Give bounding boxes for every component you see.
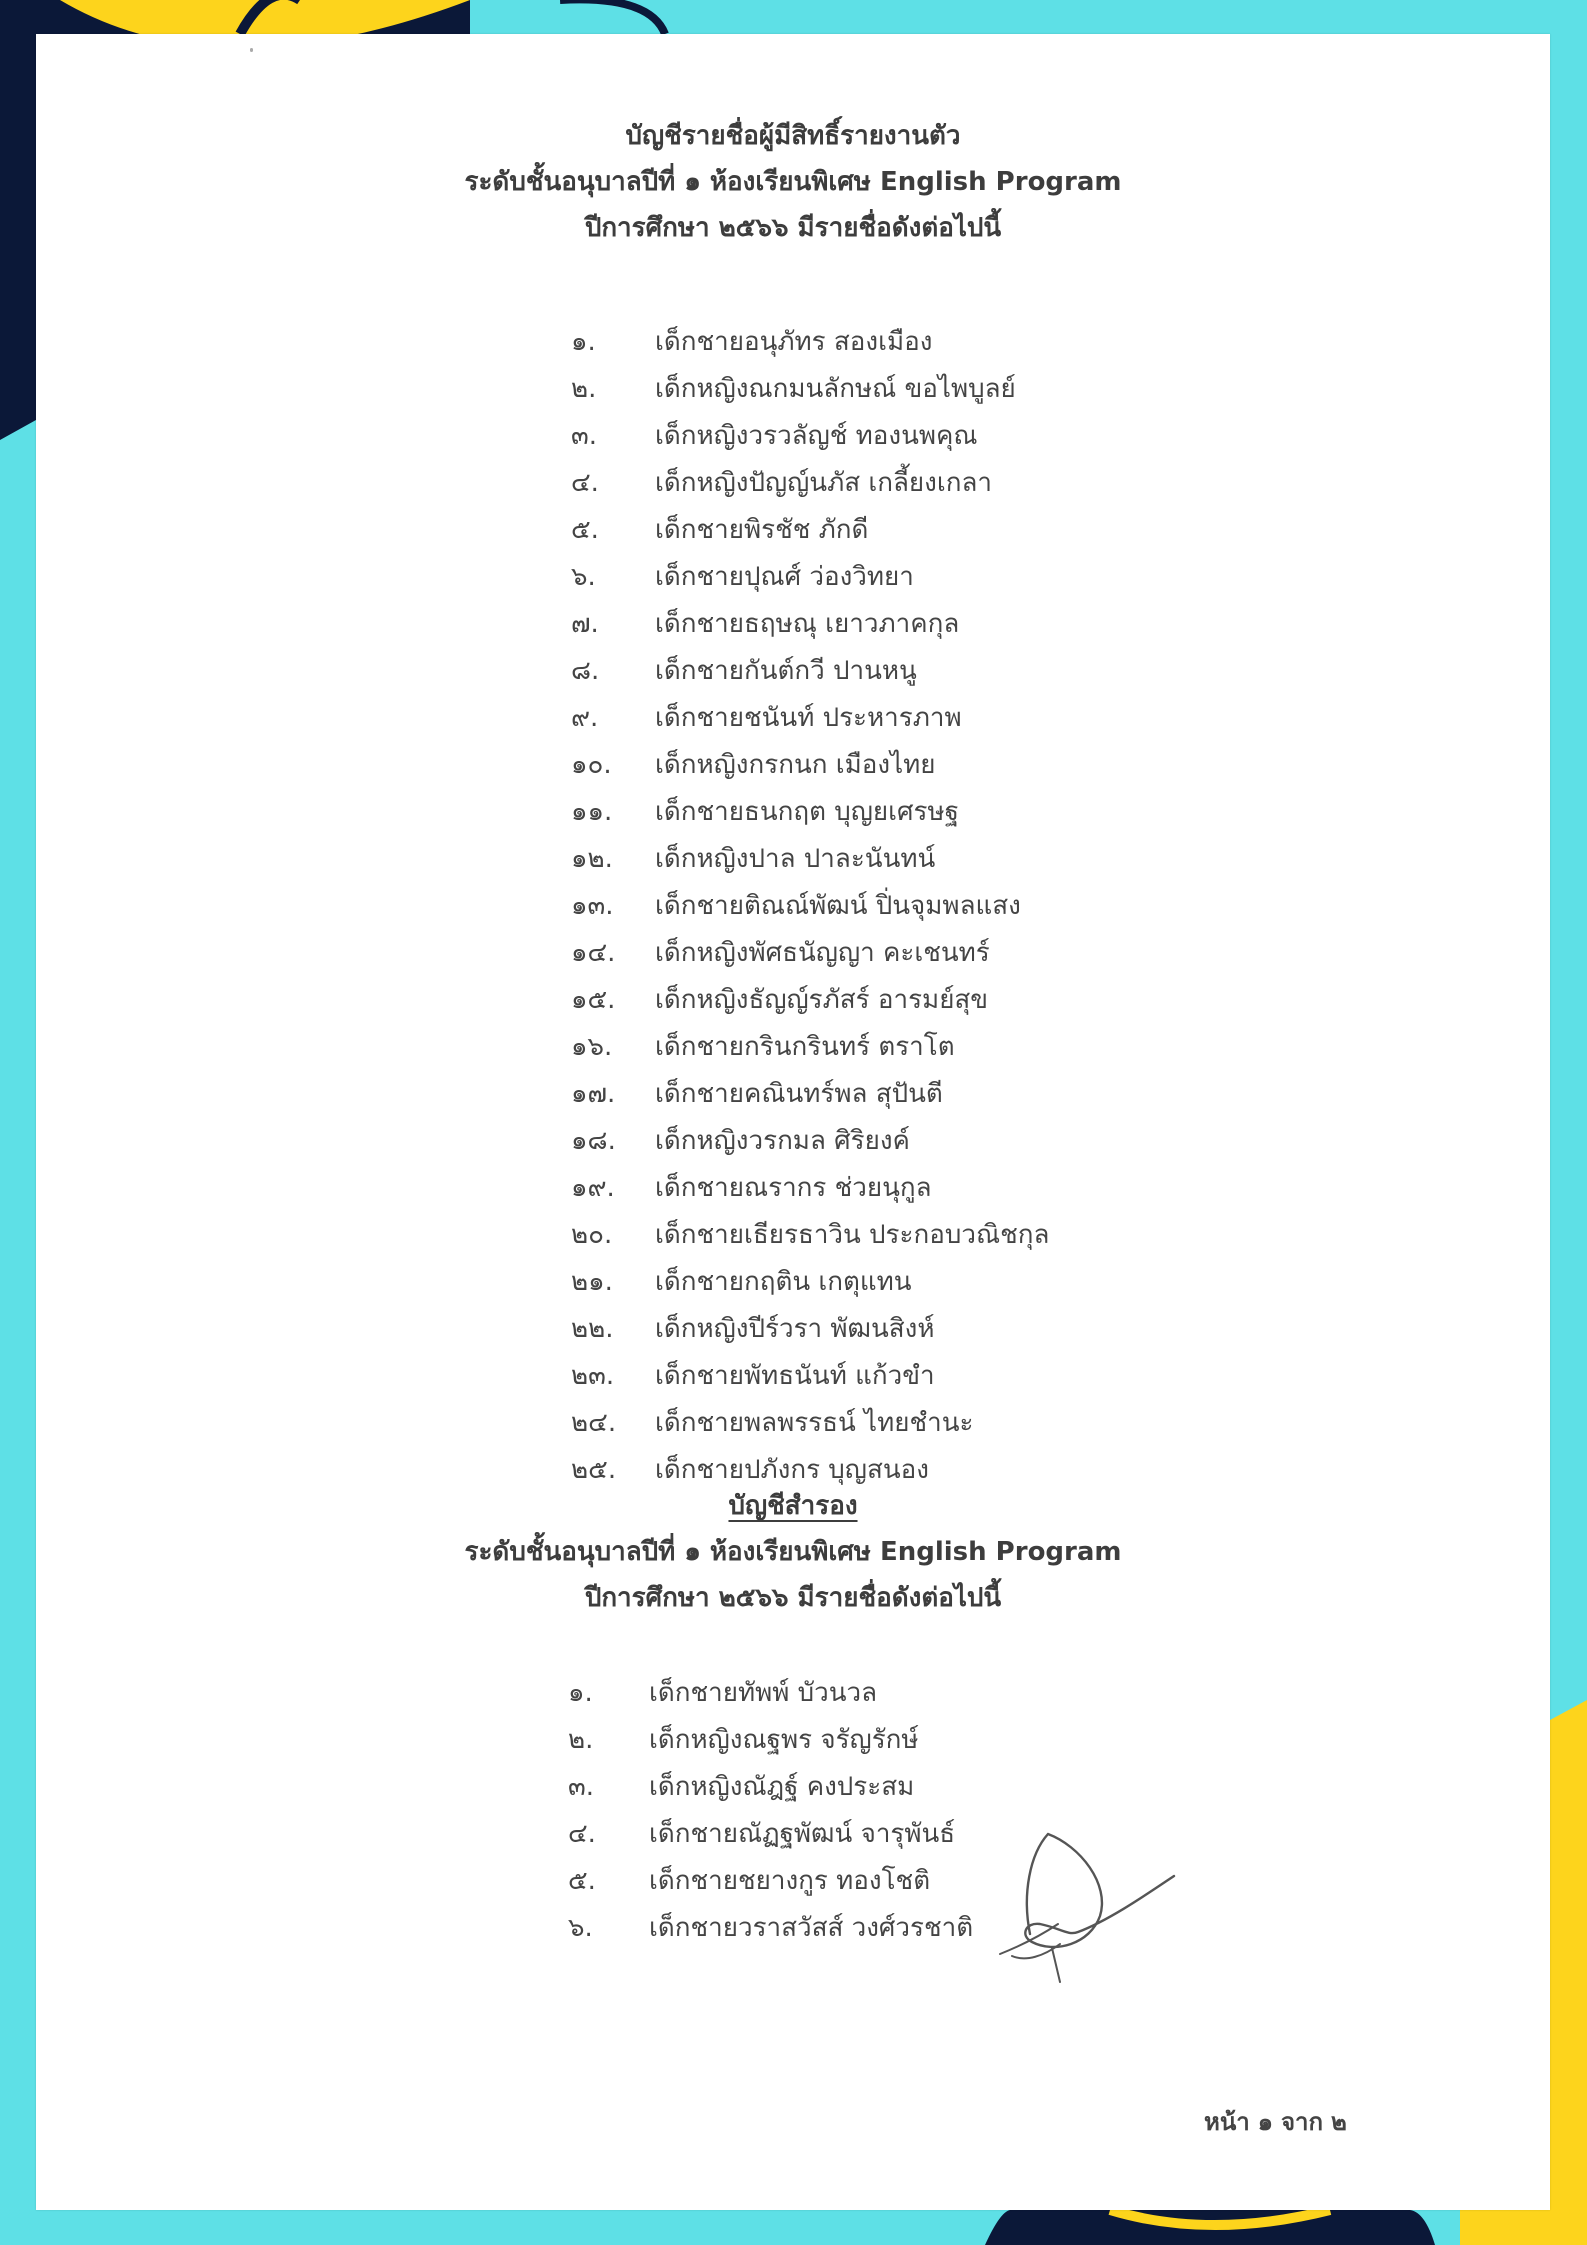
- list-name: เด็กชายพัทธนันท์ แก้วขำ: [655, 1361, 935, 1391]
- list-name: เด็กหญิงณกมนลักษณ์ ขอไพบูลย์: [655, 374, 1016, 404]
- list-number: ๒๔.: [571, 1408, 617, 1438]
- list-number: ๒๐.: [571, 1220, 613, 1250]
- reserve-heading-line-year: ปีการศึกษา ๒๕๖๖ มีรายชื่อดังต่อไปนี้: [584, 1583, 1002, 1613]
- list-name: เด็กชายณรากร ช่วยนุกูล: [655, 1173, 932, 1203]
- list-number: ๑๑.: [571, 797, 613, 827]
- list-number: ๓.: [568, 1772, 595, 1802]
- list-name: เด็กหญิงวรวลัญช์ ทองนพคุณ: [655, 421, 978, 451]
- document-page: [36, 34, 1550, 2210]
- list-number: ๑๗.: [571, 1079, 616, 1109]
- list-number: ๑๙.: [571, 1173, 615, 1203]
- page-total: ๒: [1331, 2108, 1347, 2136]
- heading-line-year: ปีการศึกษา ๒๕๖๖ มีรายชื่อดังต่อไปนี้: [584, 213, 1002, 243]
- page-of-label: จาก: [1280, 2108, 1324, 2136]
- list-name: เด็กชายวราสวัสส์ วงศ์วรชาติ: [649, 1913, 974, 1943]
- list-number: ๕.: [568, 1866, 596, 1896]
- list-number: ๒๑.: [571, 1267, 613, 1297]
- page-number: [1204, 2102, 1347, 2142]
- page-label: หน้า: [1204, 2108, 1250, 2136]
- list-number: ๙.: [571, 703, 599, 733]
- list-name: เด็กชายกันต์กวี ปานหนู: [655, 656, 917, 686]
- list-name: เด็กชายพลพรรธน์ ไทยชำนะ: [655, 1408, 974, 1438]
- list-number: ๓.: [571, 421, 598, 451]
- list-name: เด็กหญิงปัญญ์นภัส เกลี้ยงเกลา: [655, 468, 993, 498]
- list-number: ๔.: [571, 468, 599, 498]
- list-number: ๖.: [568, 1913, 593, 1943]
- list-name: เด็กชายคณินทร์พล สุปันตี: [655, 1079, 943, 1109]
- list-number: ๑๔.: [571, 938, 616, 968]
- page-current: ๑: [1257, 2108, 1273, 2136]
- heading-line-title: บัญชีรายชื่อผู้มีสิทธิ์รายงานตัว: [625, 121, 961, 151]
- list-name: เด็กหญิงพัศธนัญญา คะเชนทร์: [655, 938, 990, 968]
- navy-arc-line-2: [560, 0, 665, 34]
- list-name: เด็กชายธฤษณุ เยาวภาคกุล: [655, 609, 960, 639]
- list-number: ๖.: [571, 562, 596, 592]
- list-number: ๒.: [571, 374, 597, 404]
- list-name: เด็กชายอนุภัทร สองเมือง: [655, 327, 933, 357]
- list-name: เด็กหญิงณฐพร จรัญรักษ์: [649, 1725, 919, 1755]
- list-name: เด็กชายณัฏฐพัฒน์ จารุพันธ์: [649, 1819, 956, 1849]
- list-number: ๒.: [568, 1725, 594, 1755]
- document-heading: [36, 113, 1550, 251]
- list-name: เด็กชายปุณศ์ ว่องวิทยา: [655, 562, 914, 592]
- list-number: ๔.: [568, 1819, 596, 1849]
- signature-mark: [960, 1824, 1190, 1994]
- list-number: ๑๘.: [571, 1126, 616, 1156]
- list-name: เด็กชายธนกฤต บุญยเศรษฐ: [655, 797, 960, 827]
- list-number: ๑๒.: [571, 844, 613, 874]
- list-name: เด็กหญิงณัฎฐ์ คงประสม: [649, 1772, 915, 1802]
- reserve-title: บัญชีสำรอง: [728, 1491, 858, 1521]
- list-number: ๑๐.: [571, 750, 612, 780]
- list-name: เด็กชายพิรชัช ภักดี: [655, 515, 869, 545]
- list-name: เด็กชายชนันท์ ประหารภาพ: [655, 703, 962, 733]
- list-number: ๑๖.: [571, 1032, 613, 1062]
- list-number: ๑.: [571, 327, 596, 357]
- list-number: ๑.: [568, 1678, 593, 1708]
- list-number: ๕.: [571, 515, 599, 545]
- list-name: เด็กหญิงปีร์วรา พัฒนสิงห์: [655, 1314, 935, 1344]
- list-number: ๑๕.: [571, 985, 616, 1015]
- list-name: เด็กชายกฤติน เกตุแทน: [655, 1267, 912, 1297]
- list-number: ๑๓.: [571, 891, 614, 921]
- list-name: เด็กชายเธียรธาวิน ประกอบวณิชกุล: [655, 1220, 1050, 1250]
- list-number: ๘.: [571, 656, 600, 686]
- list-name: เด็กหญิงธัญญ์รภัสร์ อารมย์สุข: [655, 985, 989, 1015]
- list-name: เด็กหญิงวรกมล ศิริยงค์: [655, 1126, 910, 1156]
- list-name: เด็กหญิงปาล ปาละนันทน์: [655, 844, 936, 874]
- list-name: เด็กชายกรินกรินทร์ ตราโต: [655, 1032, 955, 1062]
- list-name: เด็กชายปภังกร บุญสนอง: [655, 1455, 929, 1485]
- reserve-heading-line-level: ระดับชั้นอนุบาลปีที่ ๑ ห้องเรียนพิเศษ English Program: [464, 1537, 1122, 1567]
- list-number: ๒๒.: [571, 1314, 614, 1344]
- list-number: ๗.: [571, 609, 599, 639]
- list-name: เด็กชายติณณ์พัฒน์ ปิ่นจุมพลแสง: [655, 891, 1021, 921]
- heading-line-level: ระดับชั้นอนุบาลปีที่ ๑ ห้องเรียนพิเศษ English Program: [464, 167, 1122, 197]
- list-name: เด็กชายชยางกูร ทองโชติ: [649, 1866, 931, 1896]
- list-name: เด็กชายทัพพ์ บัวนวล: [649, 1678, 878, 1708]
- reserve-heading: [36, 1529, 1550, 1621]
- list-number: ๒๓.: [571, 1361, 615, 1391]
- list-name: เด็กหญิงกรกนก เมืองไทย: [655, 750, 936, 780]
- scan-speck: [250, 48, 253, 52]
- list-number: ๒๕.: [571, 1455, 617, 1485]
